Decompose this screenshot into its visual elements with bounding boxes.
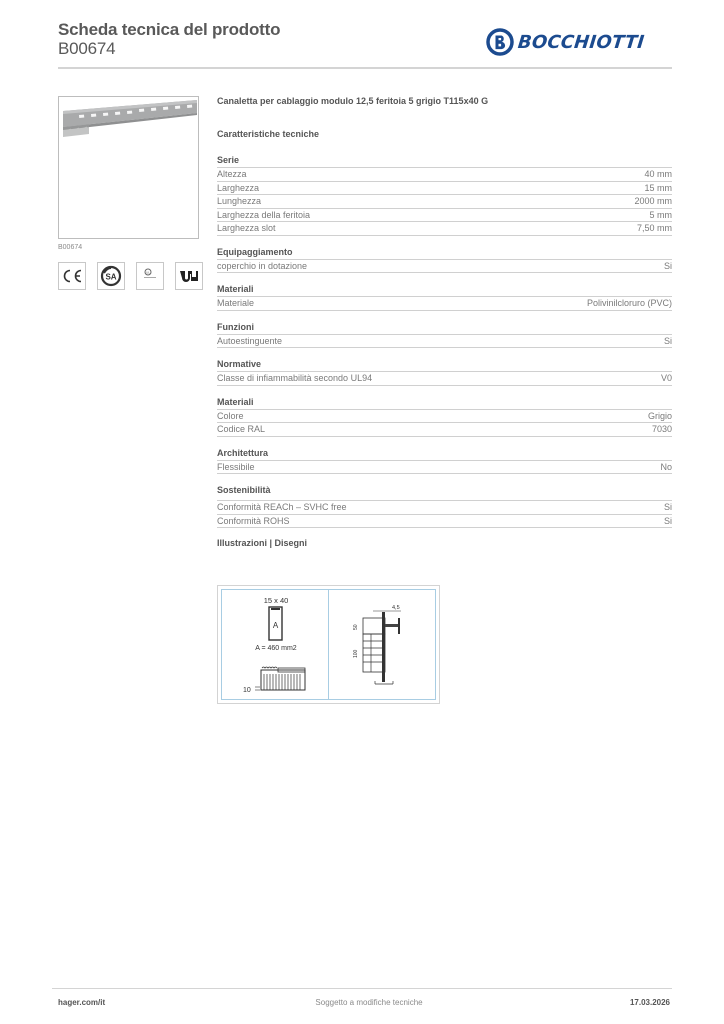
svg-text:15 x 40: 15 x 40 — [263, 596, 289, 605]
brand-logo — [486, 28, 644, 56]
group-title: Sostenibilità — [217, 484, 672, 501]
spec-group-materiali-colore — [217, 396, 672, 437]
group-title: Equipaggiamento — [217, 246, 672, 260]
page-title: Scheda tecnica del prodotto — [58, 20, 281, 39]
spec-row: Flessibile No — [217, 461, 672, 475]
svg-text:SA: SA — [105, 272, 117, 282]
spec-group-architettura — [217, 447, 672, 475]
technical-data — [217, 96, 672, 554]
illustrations-heading: Illustrazioni | Disegni — [217, 538, 308, 548]
spec-group-normative — [217, 358, 672, 386]
group-title: Materiali — [217, 283, 672, 297]
product-image — [58, 96, 199, 239]
spec-row: coperchio in dotazione Si — [217, 260, 672, 274]
spec-row: Colore Grigio — [217, 410, 672, 424]
csa-mark-icon — [97, 262, 125, 290]
certification-marks — [58, 262, 203, 290]
product-description: Canaletta per cablaggio modulo 12,5 feritoia 5 grigio T115x40 G — [217, 96, 489, 106]
header-divider — [58, 67, 672, 69]
svg-text:50: 50 — [353, 624, 359, 630]
spec-group-serie — [217, 154, 672, 236]
footer-website: hager.com/it — [58, 998, 106, 1007]
spec-row: Lunghezza 2000 mm — [217, 195, 672, 209]
side-profile-icon — [329, 590, 437, 700]
svg-text:A: A — [272, 621, 279, 630]
technical-drawings — [217, 585, 440, 704]
group-title: Architettura — [217, 447, 672, 461]
footer-notice: Soggetto a modifiche tecniche — [315, 998, 423, 1007]
spec-group-materiali — [217, 283, 672, 311]
spec-row: Conformità ROHS Si — [217, 515, 672, 529]
group-title: Normative — [217, 358, 672, 372]
group-title: Funzioni — [217, 321, 672, 335]
ul-listed-icon — [136, 262, 164, 290]
spec-group-funzioni — [217, 321, 672, 349]
spec-row: Classe di infiammabilità secondo UL94 V0 — [217, 372, 672, 386]
spec-row: Larghezza 15 mm — [217, 182, 672, 196]
svg-text:A = 460 mm2: A = 460 mm2 — [255, 645, 297, 652]
group-title: Materiali — [217, 396, 672, 410]
wiring-duct-illustration — [59, 97, 199, 239]
spec-group-equipaggiamento — [217, 246, 672, 274]
side-profile-drawing — [329, 589, 436, 700]
group-title: Serie — [217, 154, 672, 168]
spec-row: Altezza 40 mm — [217, 168, 672, 182]
spec-row: Larghezza slot 7,50 mm — [217, 222, 672, 236]
spec-row: Autoestinguente Si — [217, 335, 672, 349]
ce-mark-icon — [58, 262, 86, 290]
cross-section-drawing — [221, 589, 329, 700]
ur-recognized-icon — [175, 262, 203, 290]
svg-text:10: 10 — [243, 687, 251, 694]
footer-date: 17.03.2026 — [629, 998, 670, 1007]
product-code: B00674 — [58, 39, 116, 58]
spec-row: Conformità REACh – SVHC free Si — [217, 501, 672, 515]
svg-text:4,5: 4,5 — [392, 605, 400, 611]
spec-row: Materiale Polivinilcloruro (PVC) — [217, 297, 672, 311]
brand-name: BOCCHIOTTI — [516, 31, 646, 53]
spec-row: Codice RAL 7030 — [217, 423, 672, 437]
svg-text:UL: UL — [146, 270, 150, 275]
cross-section-icon — [222, 590, 330, 700]
spec-row: Larghezza della feritoia 5 mm — [217, 209, 672, 223]
technical-characteristics-heading: Caratteristiche tecniche — [217, 129, 320, 139]
bocchiotti-logo-icon — [486, 28, 514, 56]
footer-divider — [52, 988, 672, 989]
svg-text:100: 100 — [353, 649, 359, 658]
product-image-caption: B00674 — [58, 244, 83, 251]
spec-group-sostenibilita — [217, 484, 672, 528]
